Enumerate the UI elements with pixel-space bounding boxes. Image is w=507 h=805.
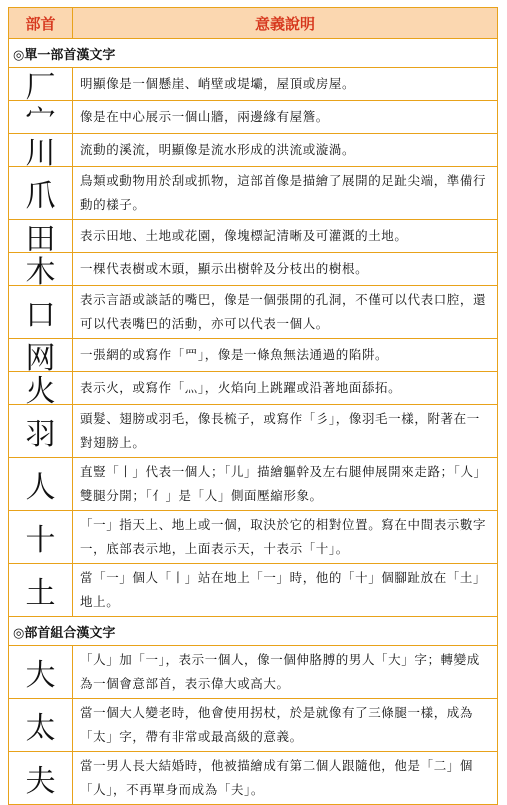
table-row bbox=[9, 405, 497, 458]
radical-desc: 頭髮、翅膀或羽毛，像長梳子，或寫作「彡」，像羽毛一樣，附著在一對翅膀上。 bbox=[80, 411, 480, 450]
radical-char: 厂 bbox=[9, 68, 73, 100]
table-row bbox=[9, 339, 497, 376]
table-row bbox=[9, 220, 497, 257]
radical-char: 十 bbox=[9, 511, 73, 563]
table-row bbox=[9, 372, 497, 409]
table-row bbox=[9, 134, 497, 171]
radical-desc: 像是在中心展示一個山牆，兩邊緣有屋簷。 bbox=[80, 109, 329, 124]
radical-char: 宀 bbox=[9, 101, 73, 133]
radical-desc: 當一個大人變老時，他會使用拐杖，於是就像有了三條腿一樣，成為「太」字，帶有非常或最高級的意義。 bbox=[80, 705, 474, 744]
header-radical: 部首 bbox=[9, 8, 73, 38]
radical-char: 夫 bbox=[9, 752, 73, 804]
radical-table bbox=[8, 7, 498, 805]
radical-char: 火 bbox=[9, 372, 73, 404]
radical-char: 爪 bbox=[9, 167, 73, 219]
table-row bbox=[9, 68, 497, 105]
radical-desc: 表示田地、土地或花園，像塊標記清晰及可灌溉的土地。 bbox=[80, 228, 408, 243]
table-row bbox=[9, 699, 497, 752]
radical-char: 大 bbox=[9, 646, 73, 698]
radical-desc: 「一」指天上、地上或一個，取決於它的相對位置。寫在中間表示數字一，底部表示地，上面表示天，十表示「十」。 bbox=[80, 517, 487, 556]
radical-desc: 鳥類或動物用於刮或抓物，這部首像是描繪了展開的足趾尖端，準備行動的樣子。 bbox=[80, 173, 487, 212]
table-row bbox=[9, 253, 497, 290]
radical-char: 川 bbox=[9, 134, 73, 166]
radical-desc: 一棵代表樹或木頭，顯示出樹幹及分枝出的樹根。 bbox=[80, 261, 369, 276]
radical-char: 网 bbox=[9, 339, 73, 371]
table-row bbox=[9, 646, 497, 699]
radical-desc: 表示言語或談話的嘴巴，像是一個張開的孔洞，不僅可以代表口腔，還可以代表嘴巴的活動，亦可以代表一個人。 bbox=[80, 292, 487, 331]
radical-char: 土 bbox=[9, 564, 73, 616]
radical-desc: 一張網的或寫作「罒」，像是一條魚無法通過的陷阱。 bbox=[80, 347, 389, 362]
section-single-radical: ◎單一部首漢文字 bbox=[9, 39, 497, 68]
table-row bbox=[9, 458, 497, 511]
header-meaning: 意義說明 bbox=[254, 14, 315, 33]
radical-desc: 當一男人長大結婚時，他被描繪成有第二個人跟隨他，他是「二」個「人」，不再單身而成為「夫」。 bbox=[80, 758, 474, 797]
radical-desc: 表示火，或寫作「灬」，火焰向上跳躍或沿著地面舔拓。 bbox=[80, 380, 402, 395]
radical-char: 口 bbox=[9, 286, 73, 338]
table-row bbox=[9, 167, 497, 220]
radical-desc: 明顯像是一個懸崖、峭壁或堤壩，屋頂或房屋。 bbox=[80, 76, 356, 91]
table-row bbox=[9, 752, 497, 804]
section-combined-radical: ◎部首組合漢文字 bbox=[9, 617, 497, 646]
radical-char: 田 bbox=[9, 220, 73, 252]
radical-desc: 流動的溪流，明顯像是流水形成的洪流或漩渦。 bbox=[80, 142, 356, 157]
radical-char: 木 bbox=[9, 253, 73, 285]
table-row bbox=[9, 101, 497, 138]
radical-desc: 當「一」個人「丨」站在地上「一」時，他的「十」個腳趾放在「土」地上。 bbox=[80, 570, 487, 609]
table-row bbox=[9, 286, 497, 339]
radical-char: 人 bbox=[9, 458, 73, 510]
table-header bbox=[9, 8, 497, 39]
radical-desc: 「人」加「一」，表示一個人，像一個伸胳膊的男人「大」字；轉變成為一個會意部首，表示偉大或高大。 bbox=[80, 652, 480, 691]
table-row bbox=[9, 564, 497, 617]
radical-char: 太 bbox=[9, 699, 73, 751]
radical-desc: 直豎「丨」代表一個人；「儿」描繪軀幹及左右腿伸展開來走路；「人」雙腿分開；「亻」是「人」側面壓縮形象。 bbox=[80, 464, 487, 503]
table-row bbox=[9, 511, 497, 564]
radical-char: 羽 bbox=[9, 405, 73, 457]
